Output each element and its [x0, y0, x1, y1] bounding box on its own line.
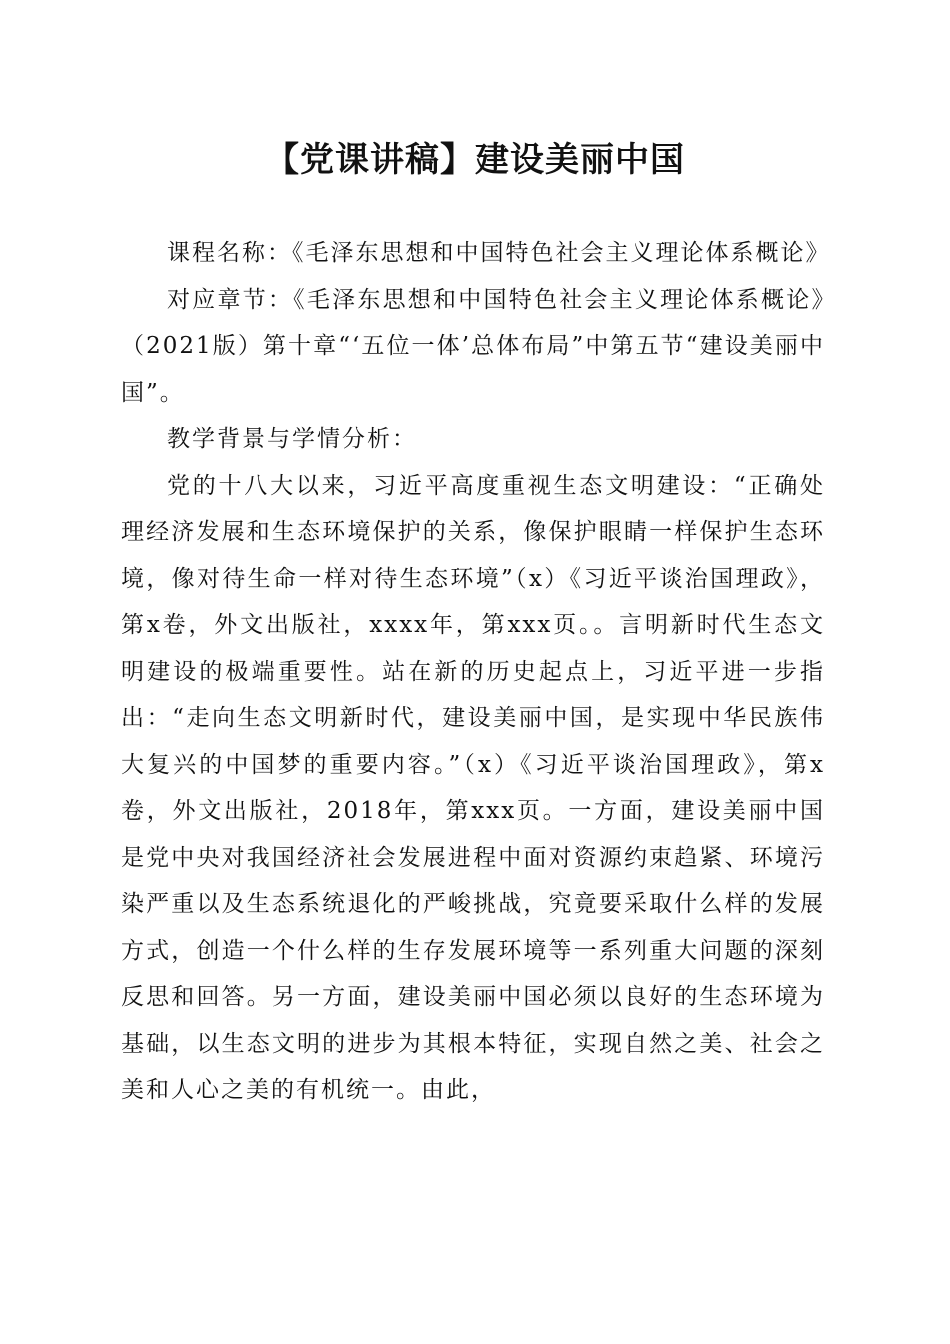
- document-body: [121, 230, 831, 1114]
- paragraph-course-name: 课程名称：《毛泽东思想和中国特色社会主义理论体系概论》: [167, 240, 831, 266]
- paragraph-background-heading: 教学背景与学情分析：: [167, 426, 417, 452]
- document-title: 【党课讲稿】建设美丽中国: [265, 140, 685, 180]
- paragraph-background-body: 党的十八大以来，习近平高度重视生态文明建设：“正确处理经济发展和生态环境保护的关系，像保护眼睛一样保护生态环境，像对待生命一样对待生态环境”（x）《习近平谈治国理政》，第x卷，外文出版社，xxxx年，第xxx页。。言明新时代生态文明建设的极端重要性。站在新的历史起点上，习近平进一步指出：“走向生态文明新时代，建设美丽中国，是实现中华民族伟大复兴的中国梦的重要内容。”（x）《习近平谈治国理政》，第x卷，外文出版社，2018年，第xxx页。一方面，建设美丽中国是党中央对我国经济社会发展进程中面对资源约束趋紧、环境污染严重以及生态系统退化的严峻挑战，究竟要采取什么样的发展方式，创造一个什么样的生存发展环境等一系列重大问题的深刻反思和回答。另一方面，建设美丽中国必须以良好的生态环境为基础，以生态文明的进步为其根本特征，实现自然之美、社会之美和人心之美的有机统一。由此，: [121, 472, 825, 1103]
- paragraph-chapter: 对应章节：《毛泽东思想和中国特色社会主义理论体系概论》（2021版）第十章“‘五位一体’总体布局”中第五节“建设美丽中国”。: [121, 286, 825, 406]
